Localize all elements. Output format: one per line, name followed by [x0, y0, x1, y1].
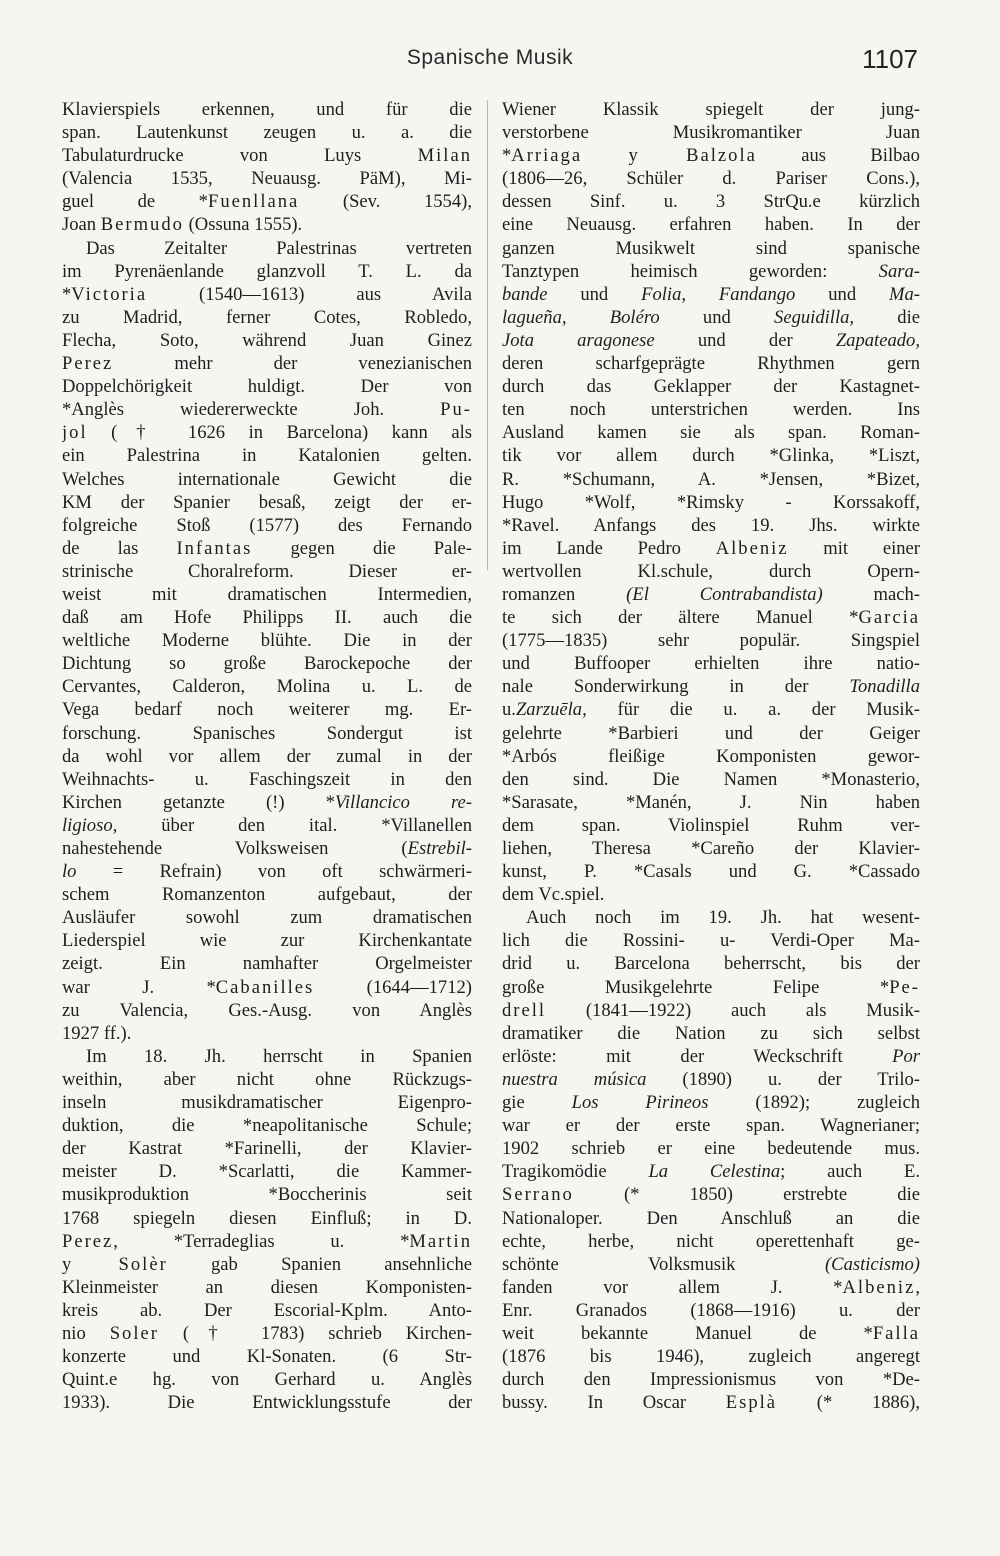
text-run: bussy. In Oscar: [502, 1392, 726, 1414]
text-run: de las: [62, 537, 177, 559]
text-line: [502, 121, 920, 144]
text-run: ein Palestrina in Katalonien gelten.: [62, 445, 472, 467]
text-line: [62, 260, 472, 283]
text-line: [62, 1391, 472, 1414]
text-run: (1892); zugleich: [708, 1092, 920, 1114]
spaced-name: Garcia: [858, 607, 920, 629]
text-line: [502, 1299, 920, 1322]
text-line: [62, 329, 472, 352]
text-run: Enr. Granados (1868—1916) u. der: [502, 1299, 920, 1321]
text-run: = Refrain) von oft schwärmeri-: [76, 861, 472, 883]
text-run: war er der erste span. Wagnerianer;: [502, 1115, 920, 1137]
text-line: [502, 421, 920, 444]
text-run: (1890) u. der Trilo-: [646, 1068, 920, 1090]
text-run: duktion, die *neapolitanische Schule;: [62, 1115, 472, 1137]
text-run: Das Zeitalter Palestrinas vertreten: [86, 237, 472, 259]
text-line: [62, 1322, 472, 1345]
text-run: *Ravel. Anfangs des 19. Jhs. wirkte: [502, 514, 920, 536]
text-run: inseln musikdramatischer Eigenpro-: [62, 1092, 472, 1114]
text-line: [502, 1230, 920, 1253]
text-run: eine Neuausg. erfahren haben. In der: [502, 214, 920, 236]
text-run: weit bekannte Manuel de *: [502, 1322, 873, 1344]
text-line: [62, 375, 472, 398]
text-line: [502, 352, 920, 375]
text-run: (1644—1712): [314, 976, 472, 998]
text-run: Tragikomödie: [502, 1161, 649, 1183]
text-line: [62, 1368, 472, 1391]
text-line: [502, 260, 920, 283]
text-run: nio: [62, 1322, 110, 1344]
text-run: dem span. Violinspiel Ruhm ver-: [502, 814, 920, 836]
text-run: Hugo *Wolf, *Rimsky - Korssakoff,: [502, 491, 920, 513]
text-run: u.: [502, 699, 516, 721]
italic-term: lagueña,: [502, 306, 567, 328]
text-line: [62, 144, 472, 167]
text-run: zu Valencia, Ges.-Ausg. von Anglès: [62, 999, 472, 1021]
text-run: (1841—1922) auch als Musik-: [546, 999, 920, 1021]
text-line: [62, 952, 472, 975]
text-line: [502, 560, 920, 583]
text-line: [502, 468, 920, 491]
text-line: [502, 837, 920, 860]
text-line: [62, 421, 472, 444]
text-run: ; auch E.: [780, 1161, 920, 1183]
text-run: konzerte und Kl-Sonaten. (6 Str-: [62, 1346, 472, 1368]
text-run: drid u. Barcelona beherrscht, bis der: [502, 953, 920, 975]
text-run: romanzen: [502, 583, 627, 605]
text-line: [62, 1230, 472, 1253]
text-run: tik vor allem durch *Glinka, *Liszt,: [502, 445, 920, 467]
text-line: [62, 1137, 472, 1160]
italic-term: Boléro: [609, 306, 660, 328]
text-line: [502, 745, 920, 768]
text-run: zu Madrid, ferner Cotes, Robledo,: [62, 306, 472, 328]
text-run: guel de *: [62, 191, 208, 213]
text-run: meister D. *Scarlatti, die Kammer-: [62, 1161, 472, 1183]
text-line: [502, 491, 920, 514]
text-line: [502, 1183, 920, 1206]
text-line: [62, 652, 472, 675]
text-line: [62, 121, 472, 144]
text-line: [62, 491, 472, 514]
column-divider: [487, 100, 488, 570]
italic-term: Zarzuēla,: [515, 699, 587, 721]
text-run: Kleinmeister an diesen Komponisten-: [62, 1276, 472, 1298]
text-run: Doppelchörigkeit huldigt. Der von: [62, 376, 472, 398]
text-run: durch das Geklapper der Kastagnet-: [502, 376, 920, 398]
text-run: fanden vor allem J. *: [502, 1276, 843, 1298]
text-line: [502, 606, 920, 629]
text-run: Cervantes, Calderon, Molina u. L. de: [62, 676, 472, 698]
italic-term: Por: [892, 1045, 920, 1067]
text-line: [62, 398, 472, 421]
text-run: Joan: [62, 214, 101, 236]
text-line: [62, 306, 472, 329]
text-run: mach-: [822, 583, 920, 605]
text-run: Liederspiel wie zur Kirchenkantate: [62, 930, 472, 952]
text-line: [502, 1022, 920, 1045]
text-run: Weihnachts- u. Faschingszeit in den: [62, 768, 472, 790]
text-run: Auch noch im 19. Jh. hat wesent-: [526, 907, 920, 929]
text-run: und Buffooper erhielten ihre natio-: [502, 653, 920, 675]
text-line: [62, 468, 472, 491]
text-run: ganzen Musikwelt sind spanische: [502, 237, 920, 259]
spaced-name: jol: [62, 422, 88, 444]
text-line: [502, 1345, 920, 1368]
text-run: Flecha, Soto, während Juan Ginez: [62, 329, 472, 351]
text-run: (1540—1613) aus Avila: [147, 283, 472, 305]
text-line: [62, 860, 472, 883]
italic-term: Seguidilla,: [774, 306, 855, 328]
text-line: [502, 675, 920, 698]
text-run: gegen die Pale-: [252, 537, 472, 559]
text-run: 1927 ff.).: [62, 1022, 132, 1044]
text-run: war J. *: [62, 976, 216, 998]
text-run: deren scharfgeprägte Rhythmen gern: [502, 353, 920, 375]
text-line: [62, 514, 472, 537]
text-run: *Arbós fleißige Komponisten gewor-: [502, 745, 920, 767]
text-line: [62, 1114, 472, 1137]
italic-term: La Celestina: [648, 1161, 781, 1183]
text-run: te sich der ältere Manuel *: [502, 607, 859, 629]
text-run: Tabulaturdrucke von Luys: [62, 145, 418, 167]
text-line: [62, 906, 472, 929]
text-line: [62, 1299, 472, 1322]
text-line: [502, 906, 920, 929]
spaced-name: Serrano: [502, 1184, 574, 1206]
text-run: liehen, Theresa *Careño der Klavier-: [502, 838, 920, 859]
text-line: [502, 629, 920, 652]
text-run: 1902 schrieb er eine bedeutende mus.: [502, 1138, 920, 1160]
text-run: strinische Choralreform. Dieser er-: [62, 560, 472, 582]
text-line: [502, 1322, 920, 1345]
text-run: über den ital. *Villanellen: [117, 814, 472, 836]
text-line: [62, 1183, 472, 1206]
text-line: [62, 190, 472, 213]
text-run: und: [795, 283, 890, 305]
text-line: [62, 929, 472, 952]
text-run: forschung. Spanisches Sondergut ist: [62, 722, 472, 744]
spaced-name: drell: [502, 999, 547, 1021]
text-line: [62, 606, 472, 629]
text-run: schem Romanzenton aufgebaut, der: [62, 884, 472, 906]
text-run: R. *Schumann, A. *Jensen, *Bizet,: [502, 468, 920, 490]
text-line: [62, 98, 472, 121]
italic-term: (El Contrabandista): [626, 583, 823, 605]
text-line: [62, 444, 472, 467]
text-run: da wohl vor allem der zumal in der: [62, 745, 472, 767]
text-line: [62, 768, 472, 791]
text-run: Dichtung so große Barockepoche der: [62, 653, 472, 675]
italic-term: Zapateado,: [835, 329, 920, 351]
text-run: und: [659, 306, 775, 328]
text-line: [62, 583, 472, 606]
spaced-name: Milan: [417, 145, 472, 167]
text-run: aus Bilbao: [756, 145, 920, 167]
italic-term: Tonadilla: [849, 676, 920, 698]
text-line: [62, 698, 472, 721]
text-run: Ausläufer sowohl zum dramatischen: [62, 907, 472, 929]
text-run: ten noch unterstrichen werden. Ins: [502, 399, 920, 421]
text-line: [62, 883, 472, 906]
italic-term: Estrebil-: [407, 838, 472, 859]
text-run: nahestehende Volksweisen (: [62, 838, 408, 859]
text-run: , *Terradeglias u. *: [113, 1230, 410, 1252]
text-run: *Anglès wiedererweckte Joh.: [62, 399, 441, 421]
italic-term: Villancico re-: [334, 791, 472, 813]
text-run: dem Vc.spiel.: [502, 884, 605, 906]
text-line: [502, 768, 920, 791]
text-run: im Lande Pedro: [502, 537, 716, 559]
text-run: und der: [654, 329, 836, 351]
text-line: [62, 629, 472, 652]
text-run: weist mit dramatischen Intermedien,: [62, 583, 472, 605]
text-run: zeigt. Ein namhafter Orgelmeister: [62, 953, 472, 975]
text-run: Klavierspiels erkennen, und für die: [62, 99, 472, 120]
spaced-name: Pe-: [889, 976, 920, 998]
text-line: [502, 1391, 920, 1414]
text-line: [62, 1276, 472, 1299]
text-line: [502, 883, 920, 906]
text-line: [62, 675, 472, 698]
text-run: (Ossuna 1555).: [183, 214, 303, 236]
right-column: [502, 98, 920, 1414]
text-line: [62, 999, 472, 1022]
text-run: (Sev. 1554),: [299, 191, 472, 213]
text-line: [502, 583, 920, 606]
text-run: (Valencia 1535, Neuausg. PäM), Mi-: [62, 168, 472, 190]
text-line: [502, 1137, 920, 1160]
text-line: [62, 1207, 472, 1230]
text-line: [62, 1068, 472, 1091]
text-run: verstorbene Musikromantiker Juan: [502, 122, 920, 144]
text-run: [567, 307, 610, 328]
text-run: kreis ab. Der Escorial-Kplm. Anto-: [62, 1299, 472, 1321]
spaced-name: Soler: [109, 1322, 159, 1344]
text-run: den sind. Die Namen *Monasterio,: [502, 768, 920, 790]
text-run: span. Lautenkunst zeugen u. a. die: [62, 122, 472, 144]
text-line: [62, 976, 472, 999]
page-number: 1107: [862, 44, 918, 74]
text-line: [62, 1345, 472, 1368]
spaced-name: Fuenllana: [207, 191, 300, 213]
text-run: Welches internationale Gewicht die: [62, 468, 472, 490]
text-run: die: [854, 306, 920, 328]
text-run: folgreiche Stoß (1577) des Fernando: [62, 514, 472, 536]
text-line: [502, 514, 920, 537]
spaced-name: Arriaga y Balzola: [511, 145, 757, 167]
text-line: [502, 1068, 920, 1091]
text-run: Tanztypen heimisch geworden:: [502, 260, 879, 282]
text-line: [62, 837, 472, 860]
spaced-name: Bermudo: [100, 214, 184, 236]
text-line: [502, 144, 920, 167]
text-line: [62, 1091, 472, 1114]
spaced-name: Infantas: [176, 537, 253, 559]
text-line: [502, 375, 920, 398]
text-line: [62, 167, 472, 190]
text-line: [502, 329, 920, 352]
text-line: [502, 952, 920, 975]
text-run: im Pyrenäenlande glanzvoll T. L. da: [62, 260, 472, 282]
text-line: [502, 98, 920, 121]
text-line: [502, 929, 920, 952]
text-run: Im 18. Jh. herrscht in Spanien: [86, 1045, 472, 1067]
text-run: erlöste: mit der Weckschrift: [502, 1045, 893, 1067]
text-line: [62, 283, 472, 306]
text-run: nale Sonderwirkung in der: [502, 676, 850, 698]
text-run: (* 1850) erstrebte die: [573, 1184, 920, 1206]
spaced-name: Pu-: [440, 399, 472, 421]
text-run: lich die Rossini- u- Verdi-Oper Ma-: [502, 930, 920, 952]
italic-term: Ma-: [889, 283, 920, 305]
text-run: durch den Impressionismus von *De-: [502, 1369, 920, 1391]
text-line: [502, 999, 920, 1022]
text-line: [502, 791, 920, 814]
spaced-name: Falla: [872, 1322, 920, 1344]
text-run: Quint.e hg. von Gerhard u. Anglès: [62, 1369, 472, 1391]
text-run: ,: [915, 1276, 920, 1298]
text-run: dessen Sinf. u. 3 StrQu.e kürzlich: [502, 191, 920, 213]
text-line: [62, 537, 472, 560]
text-run: weithin, aber nicht ohne Rückzugs-: [62, 1068, 472, 1090]
italic-term: Jota aragonese: [502, 329, 655, 351]
spaced-name: y Solèr: [62, 1253, 168, 1275]
text-run: 1768 spiegeln diesen Einfluß; in D.: [62, 1207, 472, 1229]
spaced-name: Albeniz: [842, 1276, 916, 1298]
text-run: († 1783) schrieb Kirchen-: [158, 1322, 472, 1344]
text-run: und: [547, 283, 642, 305]
text-line: [502, 537, 920, 560]
text-line: [62, 814, 472, 837]
text-line: [62, 1022, 472, 1045]
text-run: wertvollen Kl.schule, durch Opern-: [502, 560, 920, 582]
text-run: (1876 bis 1946), zugleich angeregt: [502, 1346, 920, 1368]
text-line: [502, 167, 920, 190]
text-line: [502, 283, 920, 306]
running-head: Spanische Musik: [406, 46, 574, 69]
text-run: Wiener Klassik spiegelt der jung-: [502, 99, 920, 120]
text-line: [502, 1160, 920, 1183]
text-line: [502, 652, 920, 675]
text-line: [502, 444, 920, 467]
text-run: Nationaloper. Den Anschluß an die: [502, 1207, 920, 1229]
text-run: gelehrte *Barbieri und der Geiger: [502, 722, 920, 744]
text-line: [502, 1207, 920, 1230]
text-line: [502, 1253, 920, 1276]
text-line: [502, 976, 920, 999]
text-run: gie: [502, 1092, 572, 1114]
italic-term: Folia, Fandango: [641, 283, 796, 305]
left-column: [62, 98, 472, 1414]
text-run: mit einer: [788, 537, 920, 559]
page-header: [0, 44, 1000, 84]
text-line: [62, 791, 472, 814]
spaced-name: Victoria: [71, 283, 148, 305]
text-line: [62, 1160, 472, 1183]
text-line: [502, 190, 920, 213]
text-line: [502, 1114, 920, 1137]
text-run: schönte Volksmusik: [502, 1253, 825, 1275]
italic-term: Los Pirineos: [571, 1092, 709, 1114]
text-run: gab Spanien ansehnliche: [167, 1253, 472, 1275]
text-run: dramatiker die Nation zu sich selbst: [502, 1022, 920, 1044]
text-run: echte, herbe, nicht operettenhaft ge-: [502, 1230, 920, 1252]
text-run: *: [62, 283, 72, 305]
text-run: für die u. a. der Musik-: [586, 699, 920, 721]
italic-term: nuestra música: [502, 1068, 647, 1090]
text-line: [502, 306, 920, 329]
text-run: (1806—26, Schüler d. Pariser Cons.),: [502, 168, 920, 190]
italic-term: ligioso,: [62, 814, 118, 836]
text-line: [62, 722, 472, 745]
text-run: musikproduktion *Boccherinis seit: [62, 1184, 472, 1206]
italic-term: (Casticismo): [824, 1253, 920, 1275]
text-line: [62, 213, 472, 236]
text-run: Kirchen getanzte (!) *: [62, 791, 335, 813]
text-run: Vega bedarf noch weiterer mg. Er-: [62, 699, 472, 721]
text-run: *Sarasate, *Manén, J. Nin haben: [502, 791, 920, 813]
text-line: [62, 745, 472, 768]
text-line: [62, 352, 472, 375]
text-run: der Kastrat *Farinelli, der Klavier-: [62, 1138, 472, 1160]
spaced-name: Perez: [62, 1230, 114, 1252]
text-run: (* 1886),: [777, 1392, 920, 1414]
text-line: [62, 1045, 472, 1068]
text-line: [502, 237, 920, 260]
text-line: [502, 860, 920, 883]
text-run: mehr der venezianischen: [113, 353, 472, 375]
italic-term: bande: [502, 283, 548, 305]
italic-term: lo: [62, 861, 77, 883]
text-line: [502, 1045, 920, 1068]
text-line: [502, 698, 920, 721]
text-run: daß am Hofe Philipps II. auch die: [62, 607, 472, 629]
text-run: *: [502, 145, 512, 167]
text-line: [62, 237, 472, 260]
text-run: (1775—1835) sehr populär. Singspiel: [502, 630, 920, 652]
text-run: 1933). Die Entwicklungsstufe der: [62, 1392, 472, 1414]
text-line: [62, 560, 472, 583]
text-line: [502, 1091, 920, 1114]
italic-term: Sara-: [878, 260, 920, 282]
text-run: KM der Spanier besaß, zeigt der er-: [62, 491, 472, 513]
spaced-name: Esplà: [725, 1392, 778, 1414]
text-line: [502, 814, 920, 837]
text-run: kunst, P. *Casals und G. *Cassado: [502, 861, 920, 883]
text-line: [502, 1276, 920, 1299]
text-run: große Musikgelehrte Felipe *: [502, 976, 890, 998]
spaced-name: Martin: [409, 1230, 472, 1252]
text-run: weltliche Moderne blühte. Die in der: [62, 630, 472, 652]
spaced-name: Perez: [62, 353, 114, 375]
text-line: [62, 1253, 472, 1276]
text-line: [502, 1368, 920, 1391]
text-run: († 1626 in Barcelona) kann als: [87, 422, 472, 444]
text-run: Ausland kamen sie als span. Roman-: [502, 422, 920, 444]
text-line: [502, 722, 920, 745]
spaced-name: Albeniz: [715, 537, 789, 559]
spaced-name: Cabanilles: [215, 976, 315, 998]
text-line: [502, 398, 920, 421]
text-line: [502, 213, 920, 236]
